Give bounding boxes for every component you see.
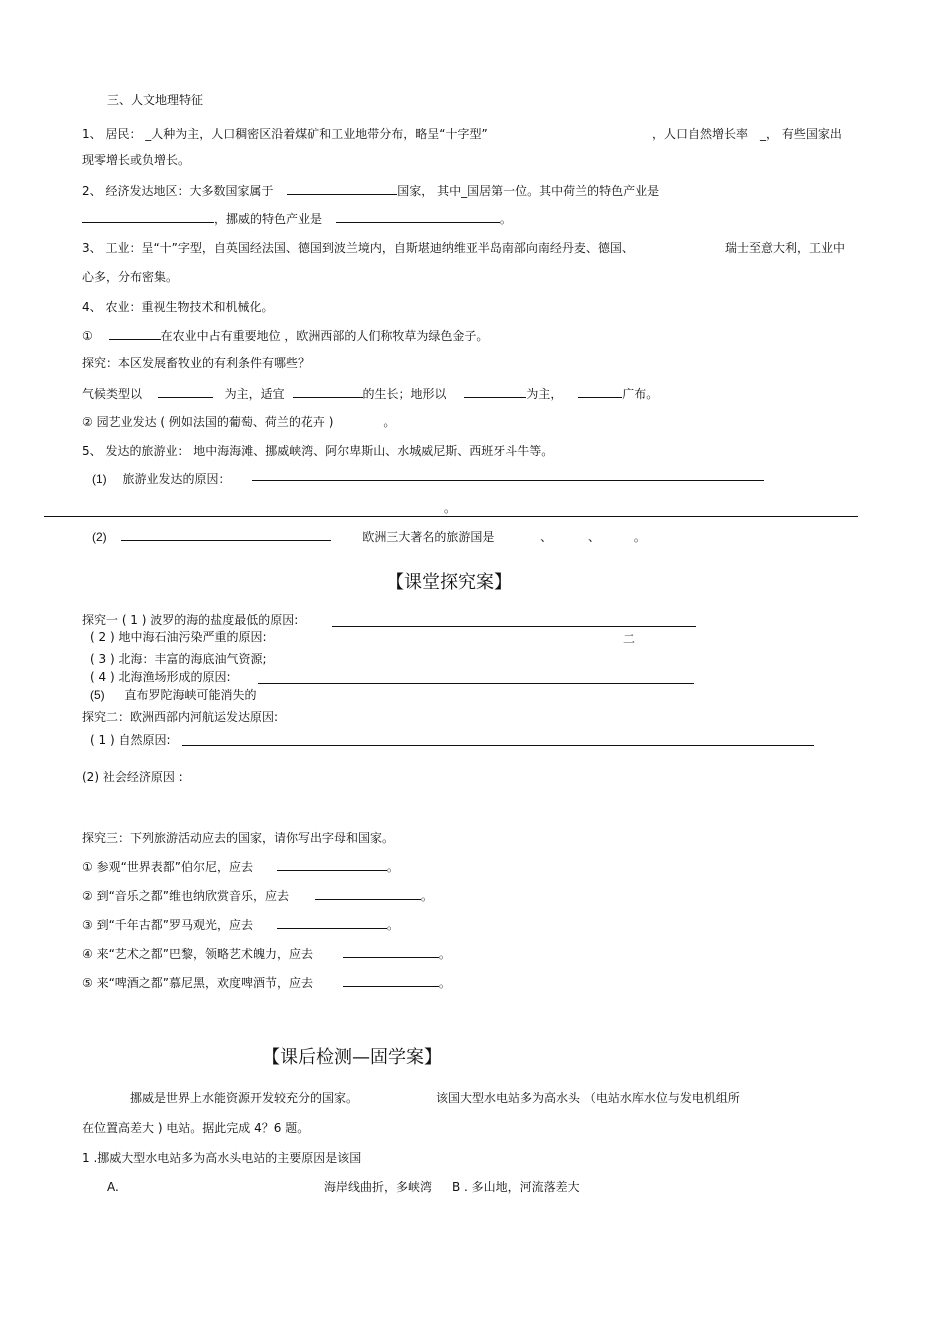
e3-item-4: ④ 来“艺术之都”巴黎，领略艺术魄力，应去 。 — [82, 947, 451, 961]
q2-line2: ，挪威的特色产业是 。 — [82, 210, 512, 227]
explore-question: 探究：本区发展畜牧业的有利条件有哪些？ — [82, 356, 311, 370]
after-para-2: 在位置高差大 ) 电站。据此完成 4？6 题。 — [82, 1121, 310, 1135]
e3-item-2-blank[interactable] — [315, 887, 421, 900]
q3-line1: 3、 工业：呈“十”字型，自英国经法国、德国到波兰境内，自斯堪迪纳维亚半岛南部向南经丹麦、德国、 — [82, 241, 634, 255]
q1-line1: 1、 居民： _人种为主，人口稠密区沿着煤矿和工业地带分布，略呈“十字型” — [82, 127, 488, 141]
q2-blank-2[interactable] — [82, 210, 214, 223]
e1-1-line: 探究一 ( 1 ) 波罗的海的盐度最低的原因: — [82, 613, 299, 627]
q5-1-end: 。 — [444, 501, 457, 515]
q4-line: 4、 农业：重视生物技术和机械化。 — [82, 300, 274, 314]
climate-blank-4[interactable] — [578, 385, 622, 398]
e3-item-5: ⑤ 来“啤酒之都”慕尼黑，欢度啤酒节，应去 。 — [82, 976, 451, 990]
divider-rule — [44, 516, 858, 517]
after-para-1a: 挪威是世界上水能资源开发较充分的国家。 — [130, 1091, 359, 1105]
q5-line: 5、 发达的旅游业： 地中海海滩、挪威峡湾、阿尔卑斯山、水城威尼斯、西班牙斗牛等。 — [82, 444, 554, 458]
e3-line: 探究三：下列旅游活动应去的国家，请你写出字母和国家。 — [82, 831, 395, 845]
e1-5-line: (5) 直布罗陀海峡可能消失的 — [90, 688, 257, 702]
q3-line2: 心多，分布密集。 — [82, 270, 179, 284]
q5-1-blank[interactable] — [252, 468, 764, 481]
q1-line2: 现零增长或负增长。 — [82, 153, 191, 167]
q4-1-blank[interactable] — [109, 327, 161, 340]
after-q1: 1 .挪威大型水电站多为高水头电站的主要原因是该国 — [82, 1151, 362, 1165]
e1-3-line: ( 3 ) 北海：丰富的海底油气资源; — [90, 652, 267, 666]
e3-item-3-blank[interactable] — [277, 916, 387, 929]
after-para-1b: 该国大型水电站多为高水头 （电站水库水位与发电机组所 — [436, 1091, 740, 1105]
q2-blank-3[interactable] — [336, 210, 500, 223]
q3-line1b: 瑞士至意大利，工业中 — [725, 241, 846, 255]
q5-2-blank[interactable] — [121, 528, 331, 541]
section-title: 三、人文地理特征 — [107, 93, 204, 107]
option-a-text[interactable]: 海岸线曲折，多峡湾 — [324, 1180, 433, 1194]
q1-line1b: ，人口自然增长率 — [652, 127, 749, 141]
e2-line: 探究二：欧洲西部内河航运发达原因: — [82, 710, 279, 724]
e3-item-4-blank[interactable] — [343, 945, 439, 958]
q5-2-line: (2) 欧洲三大著名的旅游国是 、 、 。 — [92, 530, 646, 544]
e1-1-blank[interactable] — [332, 614, 696, 627]
e1-4-line: ( 4 ) 北海渔场形成的原因: — [90, 670, 231, 684]
e1-2-line: ( 2 ) 地中海石油污染严重的原因: — [90, 630, 267, 644]
e2-1-blank[interactable] — [182, 733, 814, 746]
climate-blank-3[interactable] — [464, 385, 526, 398]
after-heading: 【课后检测—固学案】 — [262, 1047, 442, 1068]
climate-blank-1[interactable] — [158, 385, 213, 398]
e3-item-1: ① 参观“世界表都”伯尔尼，应去 。 — [82, 860, 399, 874]
q2-blank-1[interactable] — [287, 182, 397, 195]
q4-1-line: ① 在农业中占有重要地位 ，欧洲西部的人们称牧草为绿色金子。 — [82, 329, 489, 343]
option-a-label[interactable]: A. — [107, 1180, 119, 1194]
e3-item-1-blank[interactable] — [277, 858, 387, 871]
e1-4-blank[interactable] — [258, 671, 694, 684]
e3-item-5-blank[interactable] — [343, 974, 439, 987]
e3-item-2: ② 到“音乐之都”维也纳欣赏音乐，应去 。 — [82, 889, 433, 903]
climate-blank-2[interactable] — [293, 385, 363, 398]
classroom-heading: 【课堂探究案】 — [386, 572, 512, 593]
e2-2-line: (2) 社会经济原因 : — [82, 770, 183, 784]
q2-line1: 2、 经济发达地区：大多数国家属于 国家， 其中_国居第一位。其中荷兰的特色产业是 — [82, 184, 660, 198]
e3-item-3: ③ 到“千年古都”罗马观光，应去 。 — [82, 918, 399, 932]
q1-line1c: _， 有些国家出 — [760, 127, 842, 141]
option-b[interactable]: B . 多山地，河流落差大 — [452, 1180, 580, 1194]
climate-line: 气候类型以 为主，适宜 的生长；地形以 为主， 广布。 — [82, 387, 659, 401]
q5-1-line: (1) 旅游业发达的原因： — [92, 472, 231, 486]
e2-1-line: ( 1 ) 自然原因: — [90, 733, 171, 747]
e1-2-mark: 二 — [623, 632, 636, 646]
q4-2-line: ② 园艺业发达 ( 例如法国的葡萄、荷兰的花卉 ) 。 — [82, 415, 396, 429]
